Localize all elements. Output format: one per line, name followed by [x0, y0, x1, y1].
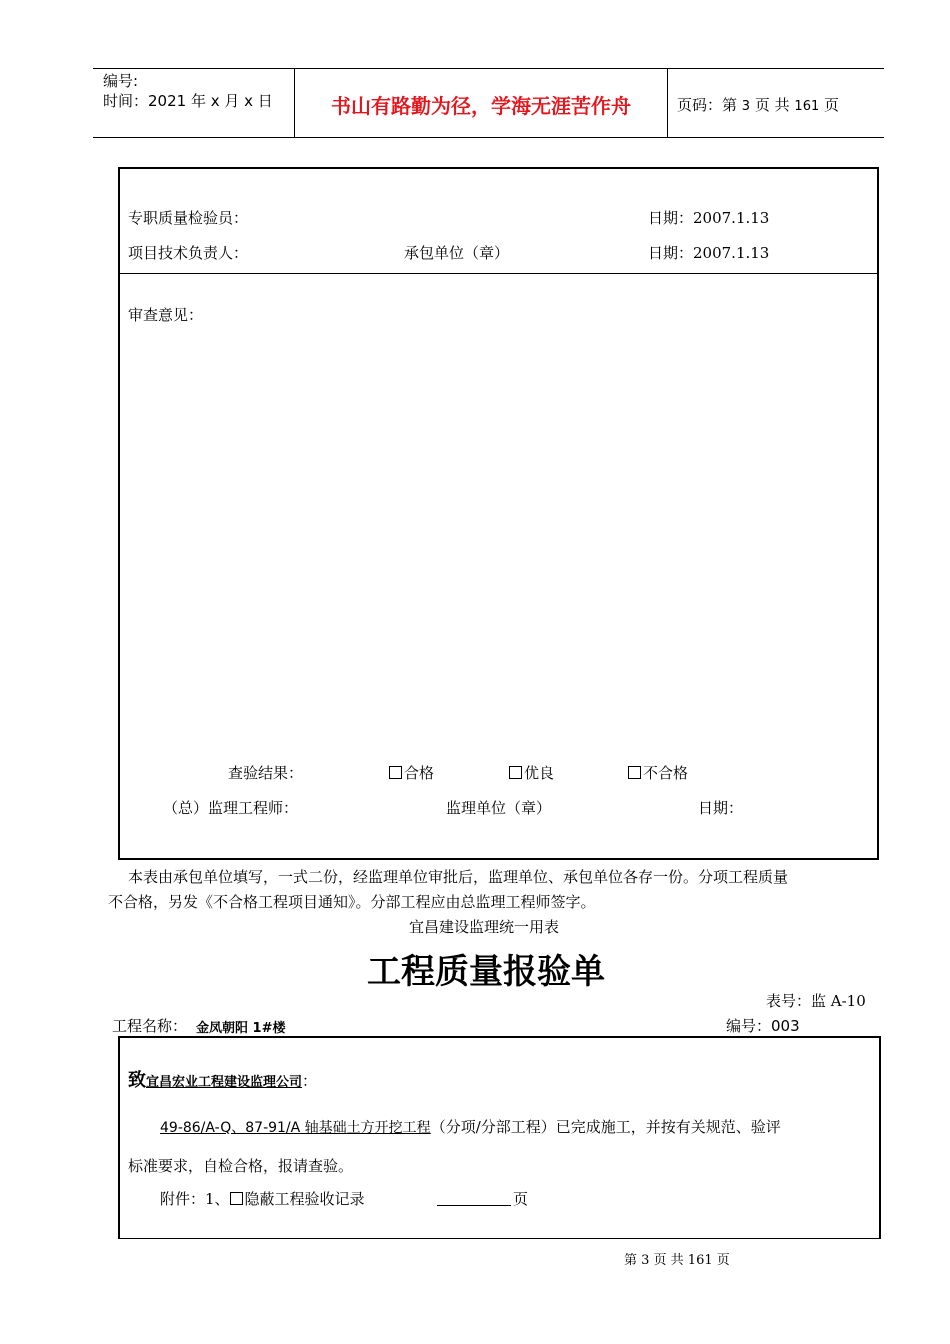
- option-excellent[interactable]: [509, 762, 554, 783]
- time-label: 时间：2021 年 x 月 x 日: [103, 92, 273, 110]
- supervisor-seal: 监理单位（章）: [446, 799, 552, 817]
- option-pass-label: 合格: [404, 764, 435, 782]
- checkbox-icon[interactable]: [230, 1192, 243, 1205]
- body-line-1-rest: （分项/分部工程）已完成施工，并按有关规范、验评: [430, 1118, 781, 1136]
- note-line-1: 本表由承包单位填写，一式二份，经监理单位审批后，监理单位、承包单位各存一份。分项工程质量: [128, 868, 789, 886]
- form-title: 工程质量报验单: [367, 952, 605, 992]
- option-fail[interactable]: [628, 762, 688, 783]
- serial-label: 编号:: [103, 72, 139, 90]
- inspector-label: 专职质量检验员：: [128, 209, 249, 227]
- review-label: 审查意见：: [128, 306, 204, 324]
- motto: 书山有路勤为径，学海无涯苦作舟: [331, 94, 631, 118]
- checkbox-icon[interactable]: [509, 766, 522, 779]
- to-company: 宜昌宏业工程建设监理公司: [146, 1075, 303, 1090]
- page-unit: 页: [513, 1190, 529, 1208]
- form-number: 表号：监 A-10: [766, 992, 866, 1010]
- attachment-line: [160, 1188, 365, 1209]
- serial-value: 003: [771, 1017, 800, 1035]
- tech-lead-label: 项目技术负责人：: [128, 244, 249, 262]
- attachment-pages: [437, 1188, 528, 1209]
- form-divider: [118, 273, 879, 274]
- recipient-line: [128, 1066, 317, 1092]
- org-title: 宜昌建设监理统一用表: [409, 918, 560, 936]
- page-prefix: 页码：第: [677, 96, 738, 114]
- serial-label-text: 编号：: [726, 1017, 772, 1035]
- to-colon: ：: [302, 1072, 318, 1090]
- page-suffix: 页: [824, 96, 840, 114]
- result-label: 查验结果：: [228, 764, 304, 782]
- page-current: 3: [741, 99, 751, 114]
- date-label: 日期：: [698, 799, 744, 817]
- checkbox-icon[interactable]: [389, 766, 402, 779]
- page-info: [677, 94, 839, 115]
- approval-form-box: [118, 167, 879, 860]
- engineer-label: （总）监理工程师：: [163, 799, 299, 817]
- body-line-1: [160, 1116, 781, 1137]
- attachment-label: 附件：1、: [160, 1190, 230, 1208]
- page-footer: 第 3 页 共 161 页: [624, 1253, 730, 1268]
- header-divider: [667, 69, 668, 137]
- option-excellent-label: 优良: [524, 764, 555, 782]
- checkbox-icon[interactable]: [628, 766, 641, 779]
- page-mid: 页 共: [754, 96, 790, 114]
- serial-label: [726, 1015, 800, 1036]
- page-total: 161: [794, 99, 820, 114]
- project-name: 金凤朝阳 1#楼: [196, 1021, 286, 1036]
- option-pass[interactable]: [389, 762, 434, 783]
- page-header: [93, 68, 884, 138]
- attachment-item: 隐蔽工程验收记录: [244, 1190, 365, 1208]
- work-item: 49-86/A-Q、87-91/A 轴基础土方开挖工程: [160, 1120, 431, 1136]
- to-prefix: 致: [128, 1070, 146, 1091]
- project-label: 工程名称：: [112, 1017, 188, 1035]
- option-fail-label: 不合格: [643, 764, 689, 782]
- header-meta: [103, 71, 273, 111]
- note-line-2: 不合格，另发《不合格工程项目通知》。分部工程应由总监理工程师签字。: [108, 893, 596, 911]
- page-count-blank[interactable]: [437, 1191, 511, 1206]
- tech-lead-date: 日期：2007.1.13: [648, 244, 770, 262]
- inspector-date: 日期：2007.1.13: [648, 209, 770, 227]
- body-line-2: 标准要求，自检合格，报请查验。: [128, 1157, 354, 1175]
- contractor-seal: 承包单位（章）: [404, 244, 510, 262]
